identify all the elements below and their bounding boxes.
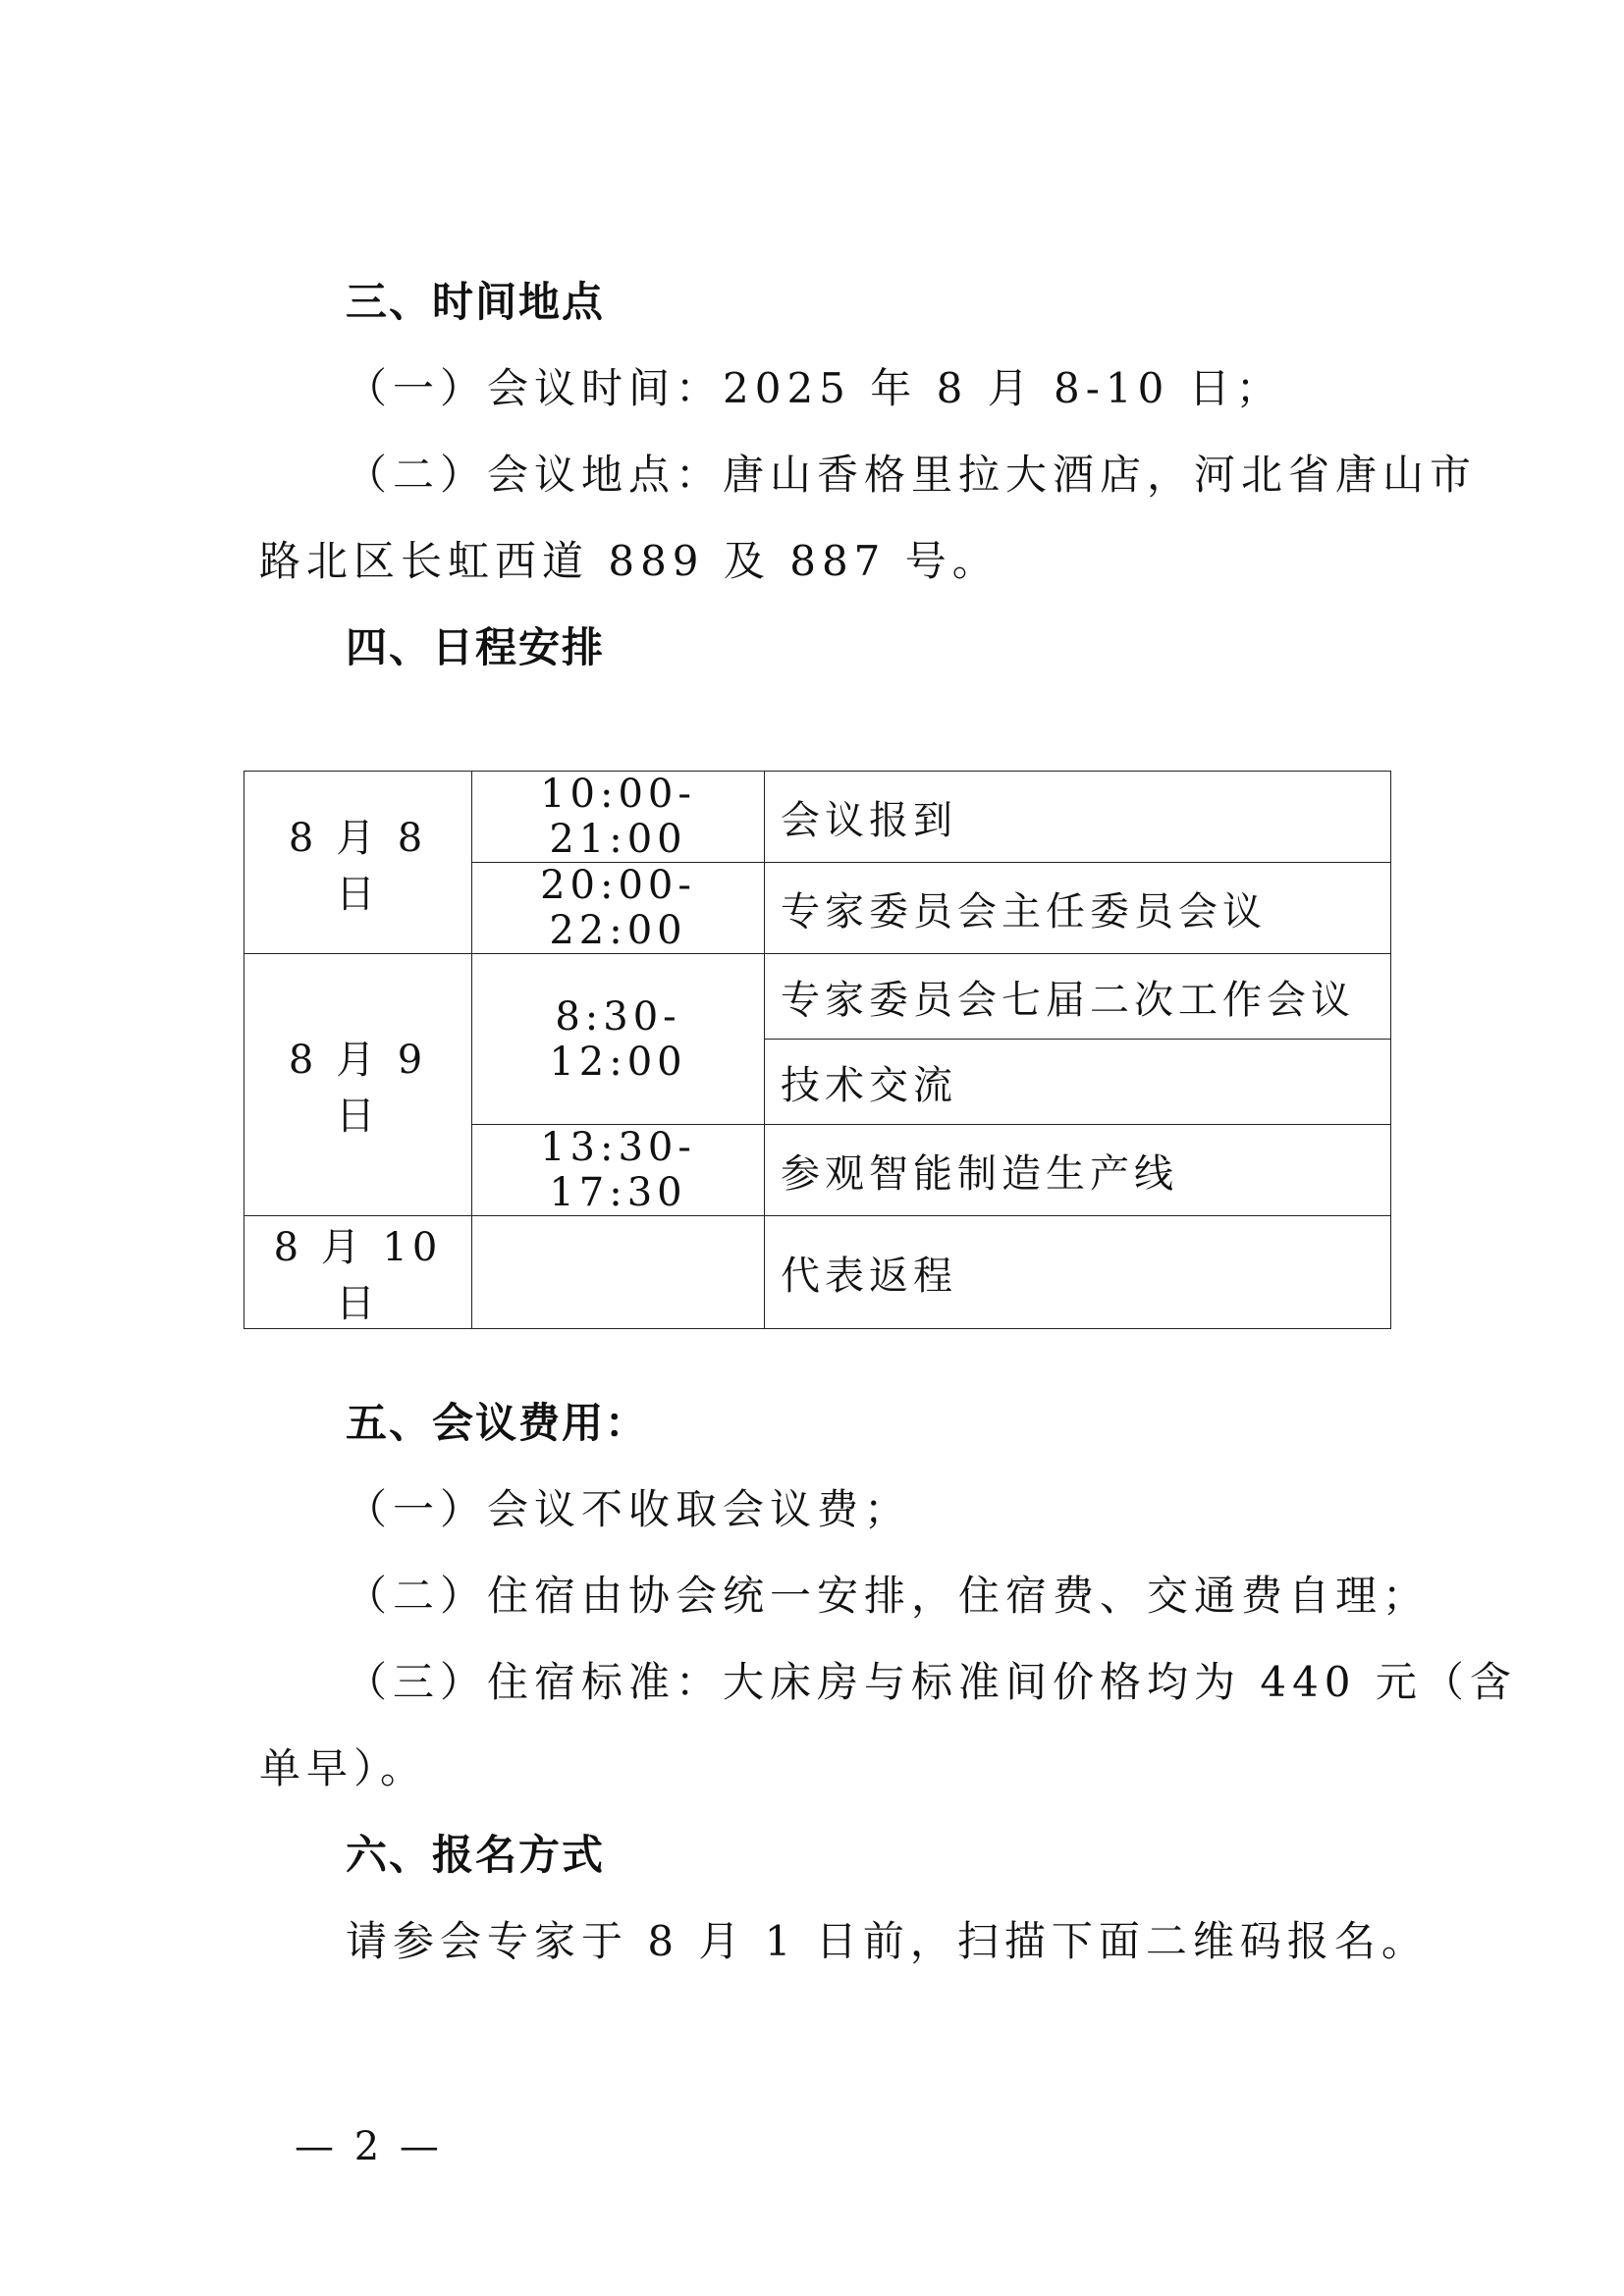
meeting-location-line-2: 路北区长虹西道 889 及 887 号。 (259, 537, 1000, 585)
page-number: — 2 — (295, 2124, 443, 2169)
schedule-item-cell: 技术交流 (765, 1040, 1391, 1125)
section-3-title: 三、时间地点 (346, 278, 606, 326)
schedule-time-cell: 10:00-21:00 (472, 772, 765, 863)
schedule-time-cell: 13:30-17:30 (472, 1125, 765, 1216)
schedule-date-cell: 8 月 8 日 (244, 772, 472, 954)
section-4-title: 四、日程安排 (346, 623, 606, 671)
schedule-table (244, 771, 1391, 1329)
meeting-time-paragraph: （一）会议时间：2025 年 8 月 8-10 日； (346, 364, 1283, 412)
schedule-time-cell: 8:30-12:00 (472, 954, 765, 1125)
fee-paragraph-1: （一）会议不收取会议费； (346, 1485, 912, 1533)
schedule-time-cell: 20:00-22:00 (472, 863, 765, 954)
schedule-date-cell: 8 月 10 日 (244, 1216, 472, 1329)
schedule-item-cell: 参观智能制造生产线 (765, 1125, 1391, 1216)
fee-paragraph-2: （二）住宿由协会统一安排，住宿费、交通费自理； (346, 1572, 1431, 1620)
section-5-title: 五、会议费用： (346, 1399, 649, 1447)
fee-paragraph-3-line-1: （三）住宿标准：大床房与标准间价格均为 440 元（含 (346, 1658, 1517, 1706)
schedule-date-cell: 8 月 9 日 (244, 954, 472, 1216)
table-row (244, 1216, 1391, 1329)
section-6-title: 六、报名方式 (346, 1831, 606, 1879)
schedule-item-cell: 会议报到 (765, 772, 1391, 863)
registration-paragraph: 请参会专家于 8 月 1 日前，扫描下面二维码报名。 (346, 1917, 1429, 1965)
fee-paragraph-3-line-2: 单早）。 (259, 1744, 428, 1792)
schedule-item-cell: 专家委员会主任委员会议 (765, 863, 1391, 954)
table-row (244, 954, 1391, 1040)
schedule-item-cell: 代表返程 (765, 1216, 1391, 1329)
table-row (244, 772, 1391, 863)
schedule-time-cell (472, 1216, 765, 1329)
meeting-location-line-1: （二）会议地点：唐山香格里拉大酒店，河北省唐山市 (346, 451, 1478, 499)
schedule-item-cell: 专家委员会七届二次工作会议 (765, 954, 1391, 1040)
